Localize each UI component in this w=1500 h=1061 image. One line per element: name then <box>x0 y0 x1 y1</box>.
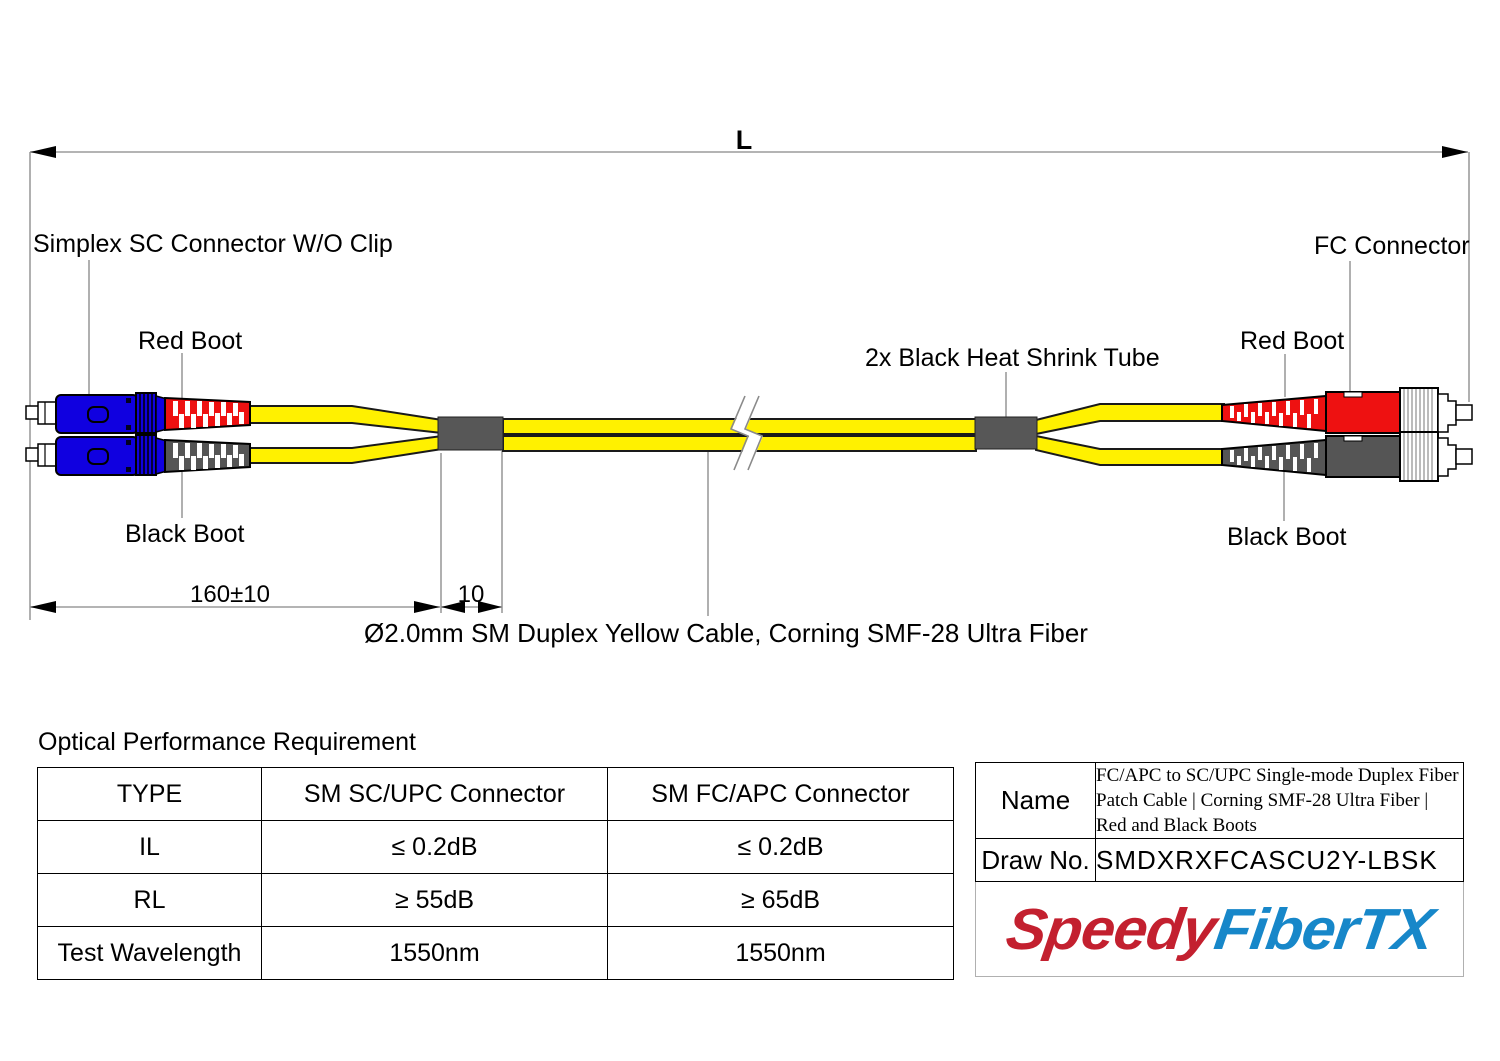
cable-left-bottom <box>250 436 442 463</box>
draw-no-value: SMDXRXFCASCU2Y-LBSK <box>1096 839 1464 882</box>
sc-body-blue <box>56 395 138 433</box>
title-block-table <box>975 762 1464 882</box>
table-header-sc: SM SC/UPC Connector <box>262 768 608 821</box>
table-row <box>38 768 954 821</box>
table-row <box>38 874 954 927</box>
heat-shrink-tube-label: 2x Black Heat Shrink Tube <box>865 344 1160 372</box>
cable-right-top <box>1036 404 1224 434</box>
performance-table-title: Optical Performance Requirement <box>38 728 416 756</box>
fc-body <box>1326 436 1400 477</box>
table-cell-wavelength-sc: 1550nm <box>262 927 608 980</box>
logo-text-primary: Speedy <box>1002 896 1220 962</box>
optical-performance-section <box>37 728 953 980</box>
table-cell-rl-sc: ≥ 55dB <box>262 874 608 927</box>
brand-logo-box <box>975 882 1464 977</box>
table-row <box>976 839 1464 882</box>
cable-right-bottom <box>1036 436 1224 465</box>
red-boot-right-label: Red Boot <box>1240 327 1345 355</box>
logo-text-secondary: FiberTX <box>1210 896 1437 962</box>
table-cell-il-sc: ≤ 0.2dB <box>262 821 608 874</box>
cable-description: Ø2.0mm SM Duplex Yellow Cable, Corning SMF-28 Ultra Fiber <box>364 618 1088 648</box>
table-header-type: TYPE <box>38 768 262 821</box>
draw-no-label: Draw No. <box>976 839 1096 882</box>
table-row <box>38 927 954 980</box>
table-cell-il: IL <box>38 821 262 874</box>
product-name-value: FC/APC to SC/UPC Single-mode Duplex Fiber Patch Cable | Corning SMF-28 Ultra Fiber | Red and Black Boots <box>1096 763 1464 839</box>
sc-connector-bottom <box>26 435 250 475</box>
fc-body <box>1326 392 1400 433</box>
fc-body-notch <box>1344 392 1362 397</box>
fc-flange <box>1438 394 1456 432</box>
black-boot-right-label: Black Boot <box>1227 523 1347 551</box>
fc-connector-bottom <box>1222 432 1472 481</box>
length-dimension-label: L <box>735 125 753 155</box>
sc-body-blue <box>56 437 138 475</box>
table-cell-wavelength: Test Wavelength <box>38 927 262 980</box>
boot-length-dimension: 160±10 <box>190 581 270 608</box>
sc-ferrule-tip <box>26 406 39 419</box>
speedyfibertx-logo <box>1002 896 1437 963</box>
sc-crimp-ring <box>136 435 156 475</box>
tube-length-dimension: 10 <box>457 581 485 608</box>
performance-table <box>37 767 954 980</box>
sc-crimp-ring <box>136 393 156 433</box>
table-row <box>976 763 1464 839</box>
table-header-fc: SM FC/APC Connector <box>608 768 954 821</box>
sc-connector-top <box>26 393 250 433</box>
fc-connector-top <box>1222 388 1472 437</box>
simplex-sc-connector-label: Simplex SC Connector W/O Clip <box>33 230 393 258</box>
table-row <box>38 821 954 874</box>
black-boot-left-label: Black Boot <box>125 520 245 548</box>
fc-flange <box>1438 438 1456 476</box>
table-cell-rl-fc: ≥ 65dB <box>608 874 954 927</box>
heat-shrink-tube-left <box>438 417 503 450</box>
table-cell-il-fc: ≤ 0.2dB <box>608 821 954 874</box>
name-label: Name <box>976 763 1096 839</box>
fc-body-notch <box>1344 436 1362 441</box>
fc-connector-label: FC Connector <box>1314 232 1470 260</box>
cable-mid-bottom <box>503 436 976 451</box>
table-cell-wavelength-fc: 1550nm <box>608 927 954 980</box>
cable-left-top <box>250 406 442 433</box>
red-boot-left-label: Red Boot <box>138 327 243 355</box>
fc-ferrule-stub <box>1456 449 1472 464</box>
sc-ferrule-tip <box>26 448 39 461</box>
fc-ferrule-stub <box>1456 405 1472 420</box>
title-block <box>975 762 1464 977</box>
table-cell-rl: RL <box>38 874 262 927</box>
heat-shrink-tube-right <box>975 417 1037 449</box>
